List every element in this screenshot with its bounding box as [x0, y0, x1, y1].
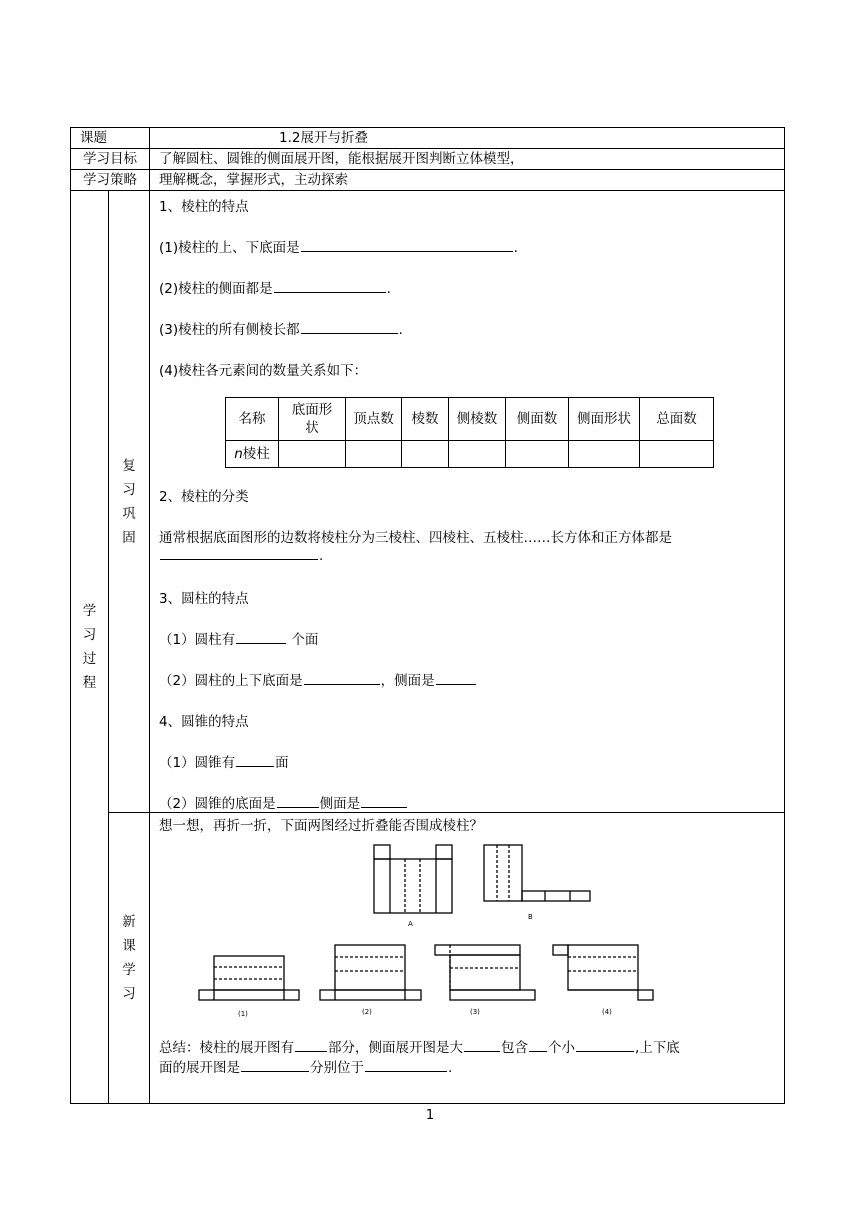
lesson-plan-table — [70, 127, 785, 1104]
col-header: 侧棱数 — [449, 398, 506, 441]
table-cell — [402, 441, 449, 468]
section-2-title: 2、棱柱的分类 — [159, 489, 249, 505]
col-header: 顶点数 — [346, 398, 402, 441]
net-figure-3 — [435, 945, 535, 1000]
net-figure-a — [374, 845, 452, 913]
section-2-blank: . — [159, 545, 323, 564]
table-cell — [640, 441, 714, 468]
section-2-text: 通常根据底面图形的边数将棱柱分为三棱柱、四棱柱、五棱柱……长方体和正方体都是 — [159, 530, 672, 546]
table-cell — [506, 441, 569, 468]
fig-label-b: B — [528, 913, 533, 921]
topic-title: 1.2展开与折叠 — [279, 130, 368, 146]
cylinder-q2: （2）圆柱的上下底面是 ，侧面是 — [159, 669, 477, 689]
net-figure-4 — [553, 945, 653, 1000]
goal-value: 了解圆柱、圆锥的侧面展开图，能根据展开图判断立体模型， — [150, 149, 785, 170]
question-3: (3)棱柱的所有侧棱长都 . — [159, 318, 403, 338]
col-header: 总面数 — [640, 398, 714, 441]
topic-label: 课题 — [71, 128, 150, 149]
strategy-value: 理解概念，掌握形式，主动探索 — [150, 170, 785, 191]
col-header: 名称 — [226, 398, 279, 441]
process-label: 学 习 过 程 — [71, 191, 109, 1104]
cylinder-q1: （1）圆柱有 个面 — [159, 628, 318, 648]
question-1: (1)棱柱的上、下底面是 . — [159, 236, 518, 256]
page-number: 1 — [425, 1108, 435, 1123]
fig-label-a: A — [408, 920, 413, 928]
col-header: 棱数 — [402, 398, 449, 441]
new-lesson-content — [150, 813, 785, 1104]
net-figure-2 — [320, 945, 421, 1000]
fig-label-3: (3) — [470, 1008, 480, 1016]
review-content — [150, 191, 785, 813]
net-figure-b — [484, 845, 590, 901]
section-4-title: 4、圆锥的特点 — [159, 714, 249, 730]
new-lesson-label: 新 课 学 习 — [109, 813, 150, 1104]
fold-question: 想一想，再折一折，下面两图经过折叠能否围成棱柱？ — [159, 818, 483, 834]
section-1-title: 1、棱柱的特点 — [159, 199, 249, 215]
summary-line-2: 面的展开图是 分别位于 . — [159, 1056, 452, 1076]
goal-label: 学习目标 — [71, 149, 150, 170]
section-3-title: 3、圆柱的特点 — [159, 591, 249, 607]
table-cell — [346, 441, 402, 468]
topic-value — [150, 128, 785, 149]
fig-label-4: (4) — [602, 1008, 612, 1016]
row-label: n棱柱 — [226, 441, 279, 468]
table-cell — [569, 441, 640, 468]
cone-q2: （2）圆锥的底面是 侧面是 — [159, 792, 408, 812]
fig-label-1: (1) — [238, 1010, 248, 1018]
col-header: 侧面数 — [506, 398, 569, 441]
col-header: 底面形 状 — [279, 398, 346, 441]
col-header: 侧面形状 — [569, 398, 640, 441]
net-figure-1 — [199, 956, 299, 1000]
summary-line-1: 总结：棱柱的展开图有 部分，侧面展开图是大 包含 个小 ,上下底 — [159, 1036, 680, 1056]
strategy-label: 学习策略 — [71, 170, 150, 191]
question-4: (4)棱柱各元素间的数量关系如下： — [159, 363, 368, 379]
prism-element-table — [225, 397, 714, 468]
table-cell — [449, 441, 506, 468]
fig-label-2: (2) — [362, 1008, 372, 1016]
table-cell — [279, 441, 346, 468]
review-label: 复 习 巩 固 — [109, 191, 150, 813]
cone-q1: （1）圆锥有 面 — [159, 751, 289, 771]
question-2: (2)棱柱的侧面都是 . — [159, 277, 391, 297]
